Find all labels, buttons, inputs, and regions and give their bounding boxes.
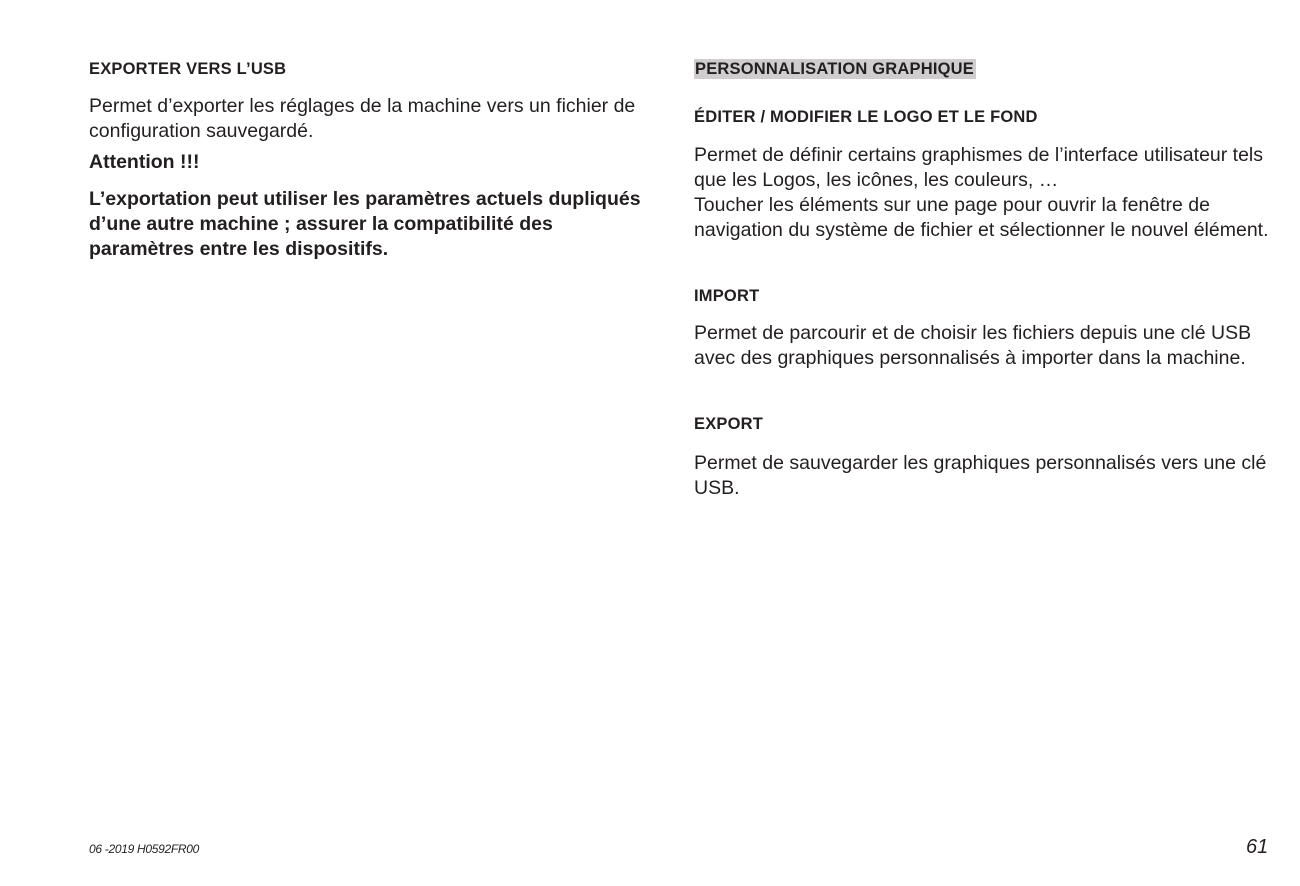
section-title-text: PERSONNALISATION GRAPHIQUE [695,60,974,78]
export-usb-heading: EXPORTER VERS L’USB [89,60,287,78]
compatibility-warning: L’exportation peut utiliser les paramètres actuels dupliqués d’une autre machine ; assurer la compatibilité des paramètres entre les dispositifs. [89,188,641,260]
import-heading: IMPORT [694,287,760,305]
edit-logo-instructions: Toucher les éléments sur une page pour ouvrir la fenêtre de navigation du système de fichier et sélectionner le nouvel élément. [694,194,1269,241]
edit-logo-description: Permet de définir certains graphismes de l’interface utilisateur tels que les Logos, les icônes, les couleurs, … [694,144,1264,191]
edit-logo-heading: ÉDITER / MODIFIER LE LOGO ET LE FOND [694,108,1038,126]
export-description: Permet de sauvegarder les graphiques personnalisés vers une clé USB. [694,452,1267,499]
document-code: 06 -2019 H0592FR00 [89,842,200,856]
attention-label: Attention !!! [89,151,200,173]
section-title [694,60,976,79]
import-description: Permet de parcourir et de choisir les fichiers depuis une clé USB avec des graphiques personnalisés à importer dans la machine. [694,322,1252,369]
page-number: 61 [1246,836,1269,858]
export-usb-description: Permet d’exporter les réglages de la machine vers un fichier de configuration sauvegardé. [89,95,636,142]
export-heading: EXPORT [694,415,764,433]
